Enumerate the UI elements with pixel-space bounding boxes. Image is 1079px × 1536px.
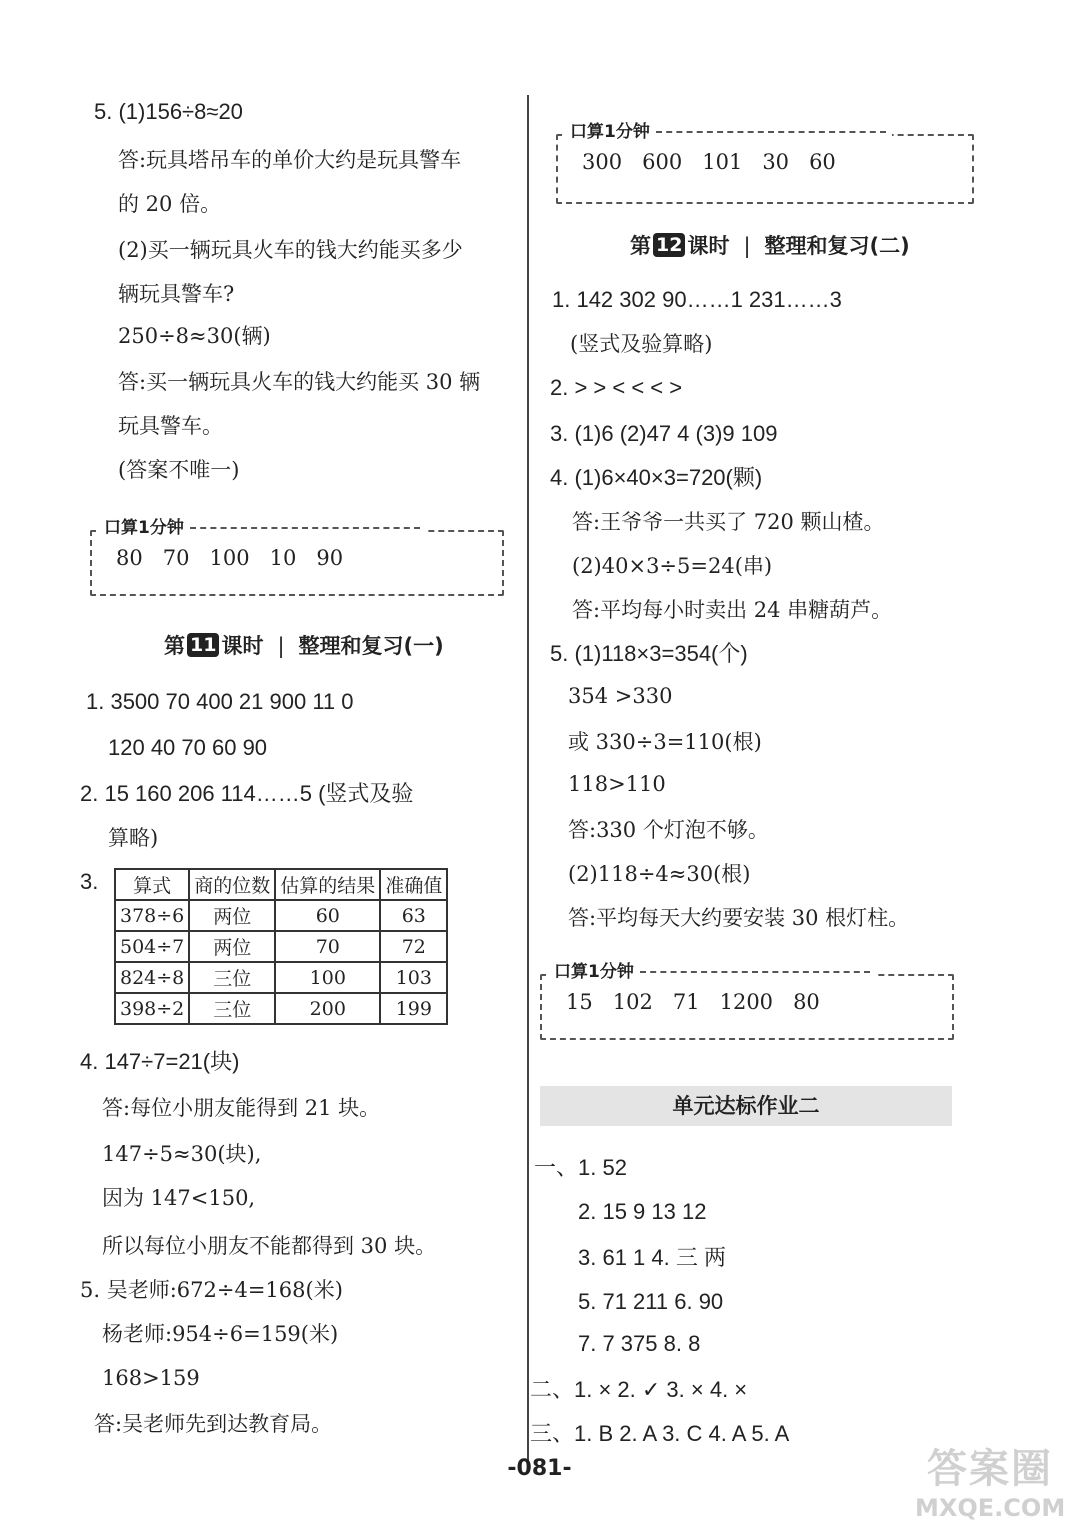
table-header: 估算的结果 xyxy=(275,869,380,900)
answer-line: 7. 7 375 8. 8 xyxy=(578,1331,701,1356)
answer-line: (2)40×3÷5=24(串) xyxy=(572,554,773,578)
answer-line: 答:王爷爷一共买了 720 颗山楂。 xyxy=(572,510,885,534)
lesson-heading: 第 11 课时 | 整理和复习(一) xyxy=(164,634,444,658)
answer-line: 4. (1)6×40×3=720(颗) xyxy=(550,465,763,490)
answer-line: 答:吴老师先到达教育局。 xyxy=(94,1412,333,1436)
answer-line: 118>110 xyxy=(568,772,666,796)
mental-math-box xyxy=(556,122,974,204)
table-cell: 70 xyxy=(275,931,380,962)
answer-line: 答:玩具塔吊车的单价大约是玩具警车 xyxy=(118,148,462,172)
table-cell: 103 xyxy=(380,962,447,993)
table-row xyxy=(115,993,447,1024)
table-cell: 398÷2 xyxy=(115,993,189,1024)
mental-math-values: 80 70 100 10 90 xyxy=(116,546,344,570)
table-row xyxy=(115,962,447,993)
lesson-heading: 第 12 课时 | 整理和复习(二) xyxy=(630,234,910,258)
table-header: 准确值 xyxy=(380,869,447,900)
left-column xyxy=(78,0,518,1460)
answer-line: 一、1. 52 xyxy=(534,1155,627,1180)
table-cell: 三位 xyxy=(189,962,275,993)
mental-math-values: 300 600 101 30 60 xyxy=(582,150,836,174)
table-header-row xyxy=(115,869,447,900)
answer-line: 3. 61 1 4. 三 两 xyxy=(578,1245,726,1270)
mental-math-title: 口算1分钟 xyxy=(548,960,876,984)
answer-line: 算略) xyxy=(108,826,159,850)
table-cell: 60 xyxy=(275,900,380,931)
lesson-number-badge: 12 xyxy=(653,233,685,257)
estimation-table xyxy=(114,868,448,1025)
column-divider xyxy=(527,95,529,1465)
answer-line: (答案不唯一) xyxy=(118,458,240,482)
right-column xyxy=(530,0,980,1460)
mental-math-box xyxy=(90,518,504,596)
answer-line: 所以每位小朋友不能都得到 30 块。 xyxy=(102,1234,437,1258)
answer-line: 杨老师:954÷6=159(米) xyxy=(102,1322,339,1346)
table-cell: 200 xyxy=(275,993,380,1024)
unit-banner: 单元达标作业二 xyxy=(540,1086,952,1126)
mental-math-title: 口算1分钟 xyxy=(564,120,892,144)
table-cell: 两位 xyxy=(189,900,275,931)
answer-line: 或 330÷3=110(根) xyxy=(568,730,762,754)
answer-line: 答:买一辆玩具火车的钱大约能买 30 辆 xyxy=(118,370,481,394)
mental-math-box xyxy=(540,962,954,1040)
answer-line: 3. (1)6 (2)47 4 (3)9 109 xyxy=(550,421,778,446)
answer-line: (2)118÷4≈30(根) xyxy=(568,862,751,886)
table-cell: 两位 xyxy=(189,931,275,962)
answer-line: 1. 142 302 90……1 231……3 xyxy=(552,287,842,312)
table-cell: 199 xyxy=(380,993,447,1024)
answer-line: 3. xyxy=(80,869,99,894)
table-header: 算式 xyxy=(115,869,189,900)
answer-line: 5. (1)118×3=354(个) xyxy=(550,641,748,666)
answer-line: 4. 147÷7=21(块) xyxy=(80,1049,240,1074)
watermark-logo: 答案圈 MXQE.COM xyxy=(915,1446,1066,1522)
answer-line: 147÷5≈30(块), xyxy=(102,1142,262,1166)
lesson-topic: 整理和复习(一) xyxy=(298,634,444,658)
table-row xyxy=(115,931,447,962)
answer-line: 因为 147<150, xyxy=(102,1186,256,1210)
mental-math-values: 15 102 71 1200 80 xyxy=(566,990,820,1014)
answer-line: 2. 15 160 206 114……5 (竖式及验 xyxy=(80,781,414,806)
answer-line: 二、1. × 2. ✓ 3. × 4. × xyxy=(530,1377,748,1402)
answer-line: 辆玩具警车? xyxy=(118,282,235,306)
answer-line: 答:平均每天大约要安装 30 根灯柱。 xyxy=(568,906,910,930)
answer-line: 2. 15 9 13 12 xyxy=(578,1199,707,1224)
answer-line: 120 40 70 60 90 xyxy=(108,735,268,760)
answer-line: (竖式及验算略) xyxy=(570,332,713,356)
table-header: 商的位数 xyxy=(189,869,275,900)
table-row xyxy=(115,900,447,931)
table-cell: 三位 xyxy=(189,993,275,1024)
answer-line: 5. 71 211 6. 90 xyxy=(578,1289,724,1314)
answer-line: 250÷8≈30(辆) xyxy=(118,324,271,348)
answer-line: 1. 3500 70 400 21 900 11 0 xyxy=(86,689,354,714)
answer-line: 三、1. B 2. A 3. C 4. A 5. A xyxy=(530,1421,790,1446)
table-cell: 378÷6 xyxy=(115,900,189,931)
answer-line: 5. (1)156÷8≈20 xyxy=(94,99,243,124)
answer-line: 168>159 xyxy=(102,1366,200,1390)
answer-line: 玩具警车。 xyxy=(118,414,223,438)
answer-line: 答:330 个灯泡不够。 xyxy=(568,818,769,842)
page-number: -081- xyxy=(507,1456,572,1481)
table-cell: 63 xyxy=(380,900,447,931)
lesson-topic: 整理和复习(二) xyxy=(764,234,910,258)
answer-line: 2. > > < < < > xyxy=(550,375,683,400)
answer-line: 答:每位小朋友能得到 21 块。 xyxy=(102,1096,381,1120)
table-cell: 72 xyxy=(380,931,447,962)
table-cell: 100 xyxy=(275,962,380,993)
mental-math-title: 口算1分钟 xyxy=(98,516,426,540)
answer-line: 答:平均每小时卖出 24 串糖葫芦。 xyxy=(572,598,893,622)
table-cell: 504÷7 xyxy=(115,931,189,962)
answer-line: 的 20 倍。 xyxy=(118,192,222,216)
lesson-number-badge: 11 xyxy=(187,633,219,657)
table-cell: 824÷8 xyxy=(115,962,189,993)
answer-line: (2)买一辆玩具火车的钱大约能买多少 xyxy=(118,238,463,262)
answer-line: 354 >330 xyxy=(568,684,673,708)
answer-line: 5. 吴老师:672÷4=168(米) xyxy=(80,1278,343,1302)
